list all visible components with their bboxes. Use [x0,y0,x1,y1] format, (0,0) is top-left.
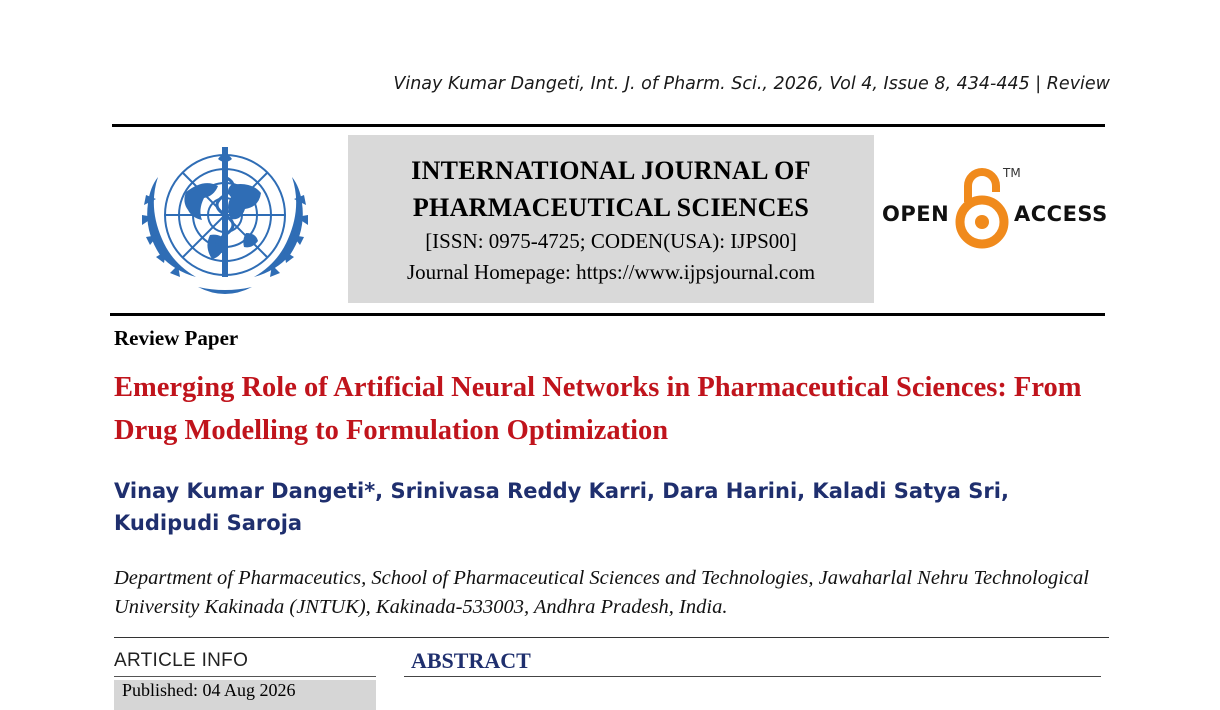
article-info-heading: ARTICLE INFO [114,650,249,671]
author-list [114,475,1104,539]
paper-type: Review Paper [114,326,239,350]
abstract-rule [404,676,1101,677]
open-access-word-open: OPEN [882,202,950,226]
section-rule [114,637,1109,638]
affiliation: Department of Pharmaceutics, School of Pharmaceutical Sciences and Technologies, Jawaharlal Nehru Technological University Kakinada (JNTUK), Kakinada-533003, Andhra Pradesh, India. [114,567,1089,618]
journal-issn: [ISSN: 0975-4725; CODEN(USA): IJPS00] [425,229,797,253]
authors-line1: Vinay Kumar Dangeti*, Srinivasa Reddy Karri, Dara Harini, Kaladi Satya Sri, [114,479,1009,503]
article-info-rule [114,676,376,677]
trademark-mark: TM [1003,166,1021,180]
open-access-logo [880,164,1110,254]
journal-masthead [348,135,874,303]
abstract-heading: ABSTRACT [411,648,531,673]
running-head: Vinay Kumar Dangeti, Int. J. of Pharm. Sci., 2026, Vol 4, Issue 8, 434-445 | Review [393,74,1110,94]
authors-line2: Kudipudi Saroja [114,511,303,535]
open-access-word-access: ACCESS [1014,202,1108,226]
masthead-rule [110,313,1105,316]
header-rule [112,124,1105,127]
journal-title-line2: PHARMACEUTICAL SCIENCES [412,193,810,222]
paper-title: Emerging Role of Artificial Neural Networks in Pharmaceutical Sciences: From Drug Modelling to Formulation Optimization [114,372,1082,446]
emblem-logo [126,137,324,307]
open-access-lock-icon [954,164,1010,252]
journal-title-line1: INTERNATIONAL JOURNAL OF [411,156,811,185]
journal-homepage[interactable]: Journal Homepage: https://www.ijpsjournal.com [406,260,816,284]
published-date: Published: 04 Aug 2026 [114,680,376,710]
